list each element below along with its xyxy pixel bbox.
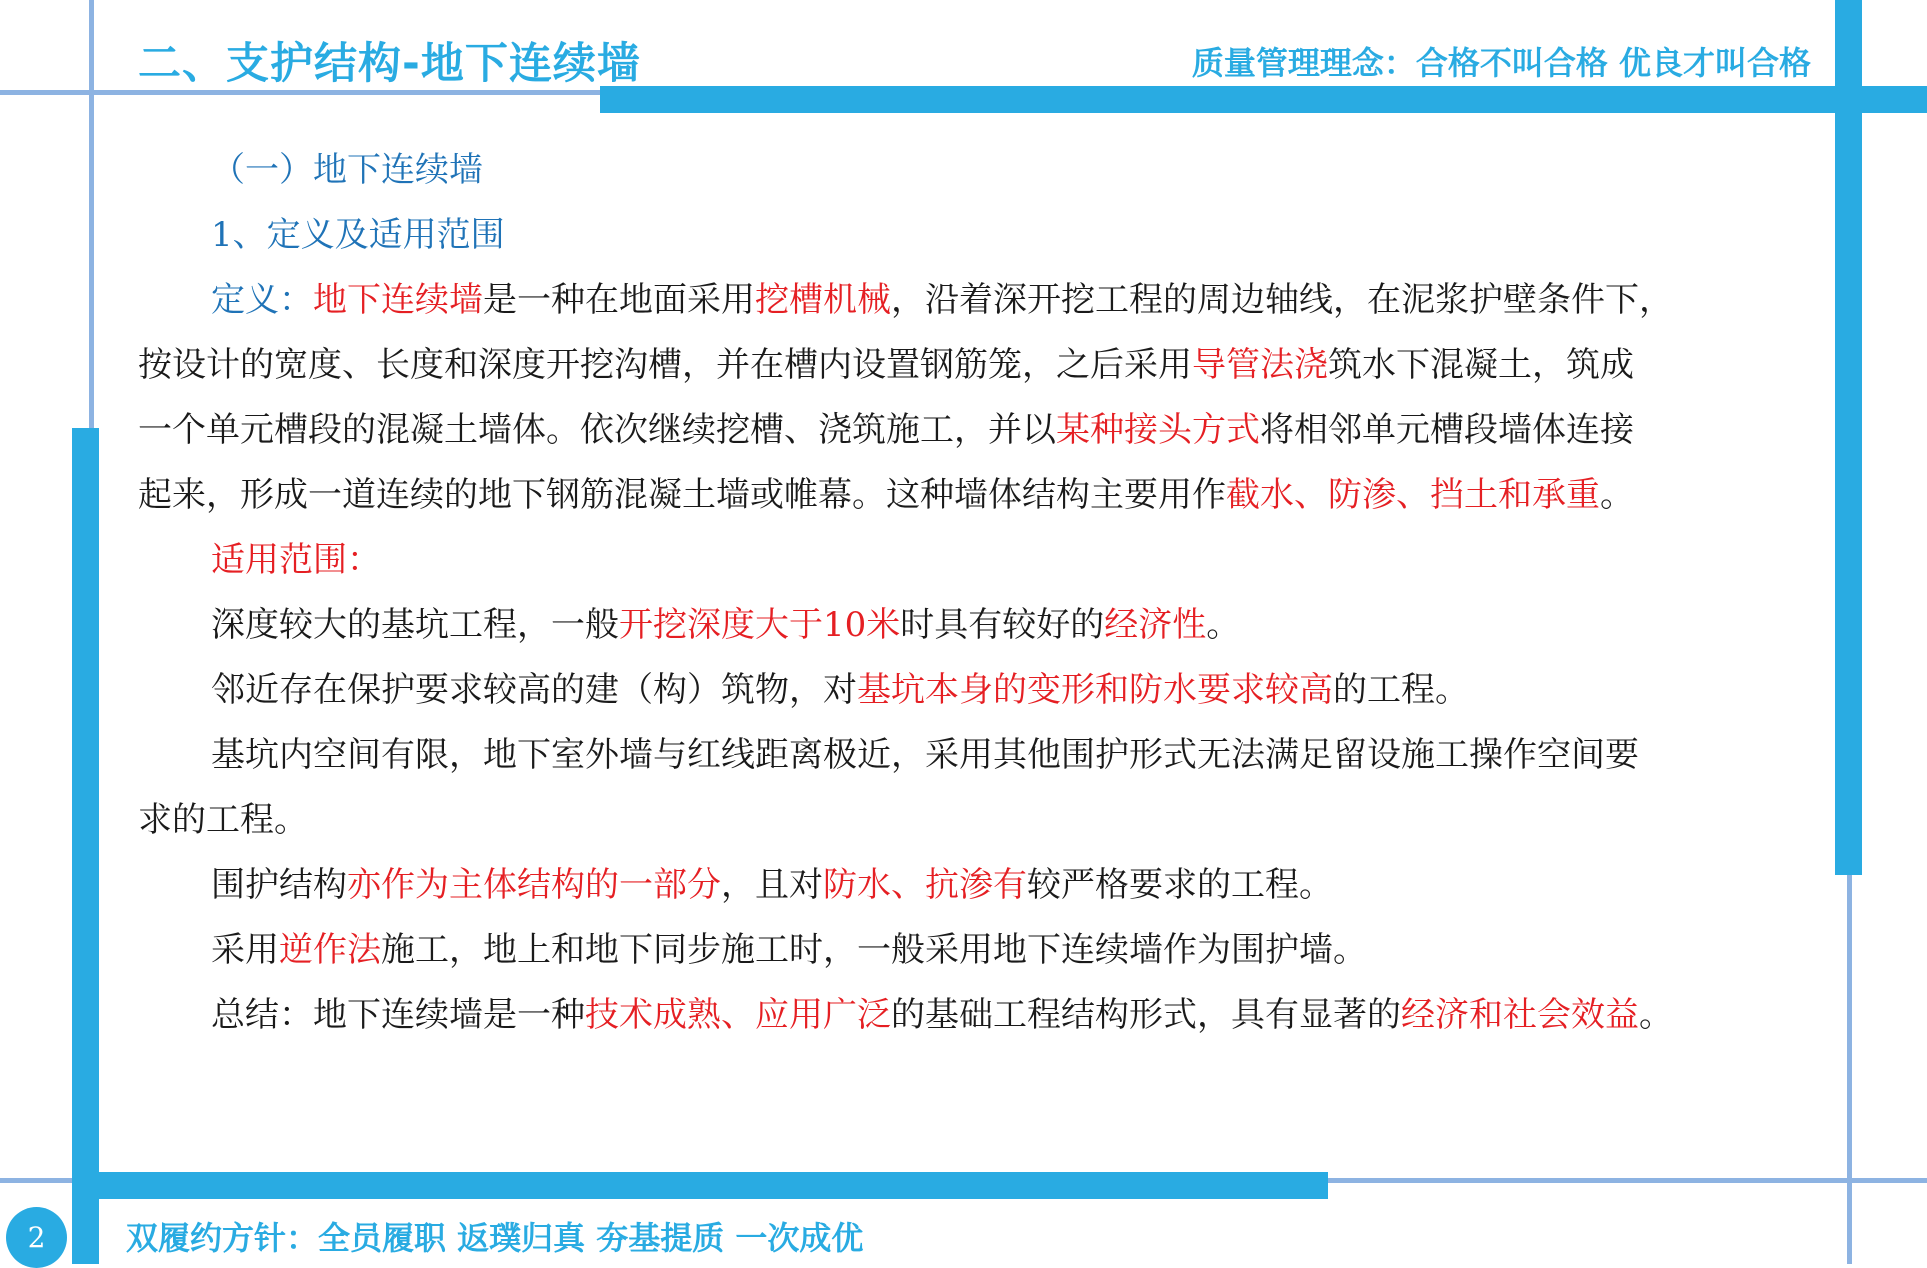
frame-right-thick-bar: [1835, 0, 1862, 875]
text-segment: 按设计的宽度、长度和深度开挖沟槽，并在槽内设置钢筋笼，之后采用: [138, 345, 1192, 385]
definition-line: [138, 333, 1788, 398]
text-segment: ，沿着深开挖工程的周边轴线，在泥浆护壁条件下，: [891, 280, 1673, 320]
highlighted-text: 基坑本身的变形和防水要求较高: [857, 670, 1333, 710]
scope-list: [138, 593, 1788, 1048]
highlighted-text: 经济和社会效益: [1401, 995, 1639, 1035]
text-segment: 采用: [211, 930, 279, 970]
text-segment: 将相邻单元槽段墙体连接: [1260, 410, 1634, 450]
frame-top-thick-bar: [600, 86, 1927, 113]
subsection-heading: 1、定义及适用范围: [211, 215, 505, 255]
highlighted-text: 开挖深度大于10米: [619, 605, 901, 645]
scope-line: [138, 853, 1788, 918]
page-number-badge: 2: [6, 1207, 67, 1268]
text-segment: 较严格要求的工程。: [1027, 865, 1333, 905]
definition-line: [138, 398, 1788, 463]
footer-policy-text: 双履约方针：全员履职 返璞归真 夯基提质 一次成优: [126, 1219, 864, 1257]
text-segment: 起来，形成一道连续的地下钢筋混凝土墙或帷幕。这种墙体结构主要用作: [138, 475, 1226, 515]
frame-bottom-thick-bar: [72, 1172, 1328, 1199]
text-segment: 。: [1639, 995, 1673, 1035]
highlighted-text: 逆作法: [279, 930, 381, 970]
highlighted-text: 某种接头方式: [1056, 410, 1260, 450]
definition-line: [138, 268, 1788, 333]
text-segment: 求的工程。: [138, 800, 308, 840]
scope-line: [138, 723, 1788, 788]
text-segment: 围护结构: [211, 865, 347, 905]
text-segment: 一个单元槽段的混凝土墙体。依次继续挖槽、浇筑施工，并以: [138, 410, 1056, 450]
highlighted-text: 导管法浇: [1192, 345, 1328, 385]
scope-line: [138, 983, 1788, 1048]
text-segment: 基坑内空间有限，地下室外墙与红线距离极近，采用其他围护形式无法满足留设施工操作空间要: [211, 735, 1639, 775]
highlighted-text: 截水、防渗、挡土和承重: [1226, 475, 1600, 515]
page-title: 二、支护结构-地下连续墙: [138, 39, 641, 89]
text-segment: 是一种在地面采用: [483, 280, 755, 320]
text-segment: ，且对: [721, 865, 823, 905]
text-segment: 总结：地下连续墙是一种: [211, 995, 585, 1035]
scope-line: [138, 788, 1788, 853]
text-segment: 深度较大的基坑工程，一般: [211, 605, 619, 645]
definition-line: [138, 463, 1788, 528]
highlighted-text: 挖槽机械: [755, 280, 891, 320]
text-segment: 定义：: [211, 280, 313, 320]
text-segment: 。: [1206, 605, 1241, 645]
highlighted-text: 技术成熟、应用广泛: [585, 995, 891, 1035]
text-segment: 。: [1600, 475, 1634, 515]
scope-label: 适用范围：: [211, 540, 381, 580]
quality-motto: 质量管理理念：合格不叫合格 优良才叫合格: [1191, 44, 1811, 82]
highlighted-text: 经济性: [1104, 605, 1207, 645]
highlighted-text: 亦作为主体结构的一部分: [347, 865, 721, 905]
scope-line: [138, 593, 1788, 658]
main-content: [138, 138, 1788, 1048]
text-segment: 邻近存在保护要求较高的建（构）筑物，对: [211, 670, 857, 710]
frame-left-thick-bar: [72, 428, 99, 1264]
scope-line: [138, 658, 1788, 723]
section-heading: （一）地下连续墙: [211, 150, 483, 190]
text-segment: 筑水下混凝土，筑成: [1328, 345, 1634, 385]
text-segment: 时具有较好的: [900, 605, 1105, 645]
definition-paragraph: [138, 268, 1788, 528]
highlighted-text: 地下连续墙: [313, 280, 483, 320]
highlighted-text: 防水、抗渗有: [823, 865, 1027, 905]
text-segment: 施工，地上和地下同步施工时，一般采用地下连续墙作为围护墙。: [381, 930, 1367, 970]
scope-line: [138, 918, 1788, 983]
text-segment: 的基础工程结构形式，具有显著的: [891, 995, 1401, 1035]
text-segment: 的工程。: [1333, 670, 1469, 710]
